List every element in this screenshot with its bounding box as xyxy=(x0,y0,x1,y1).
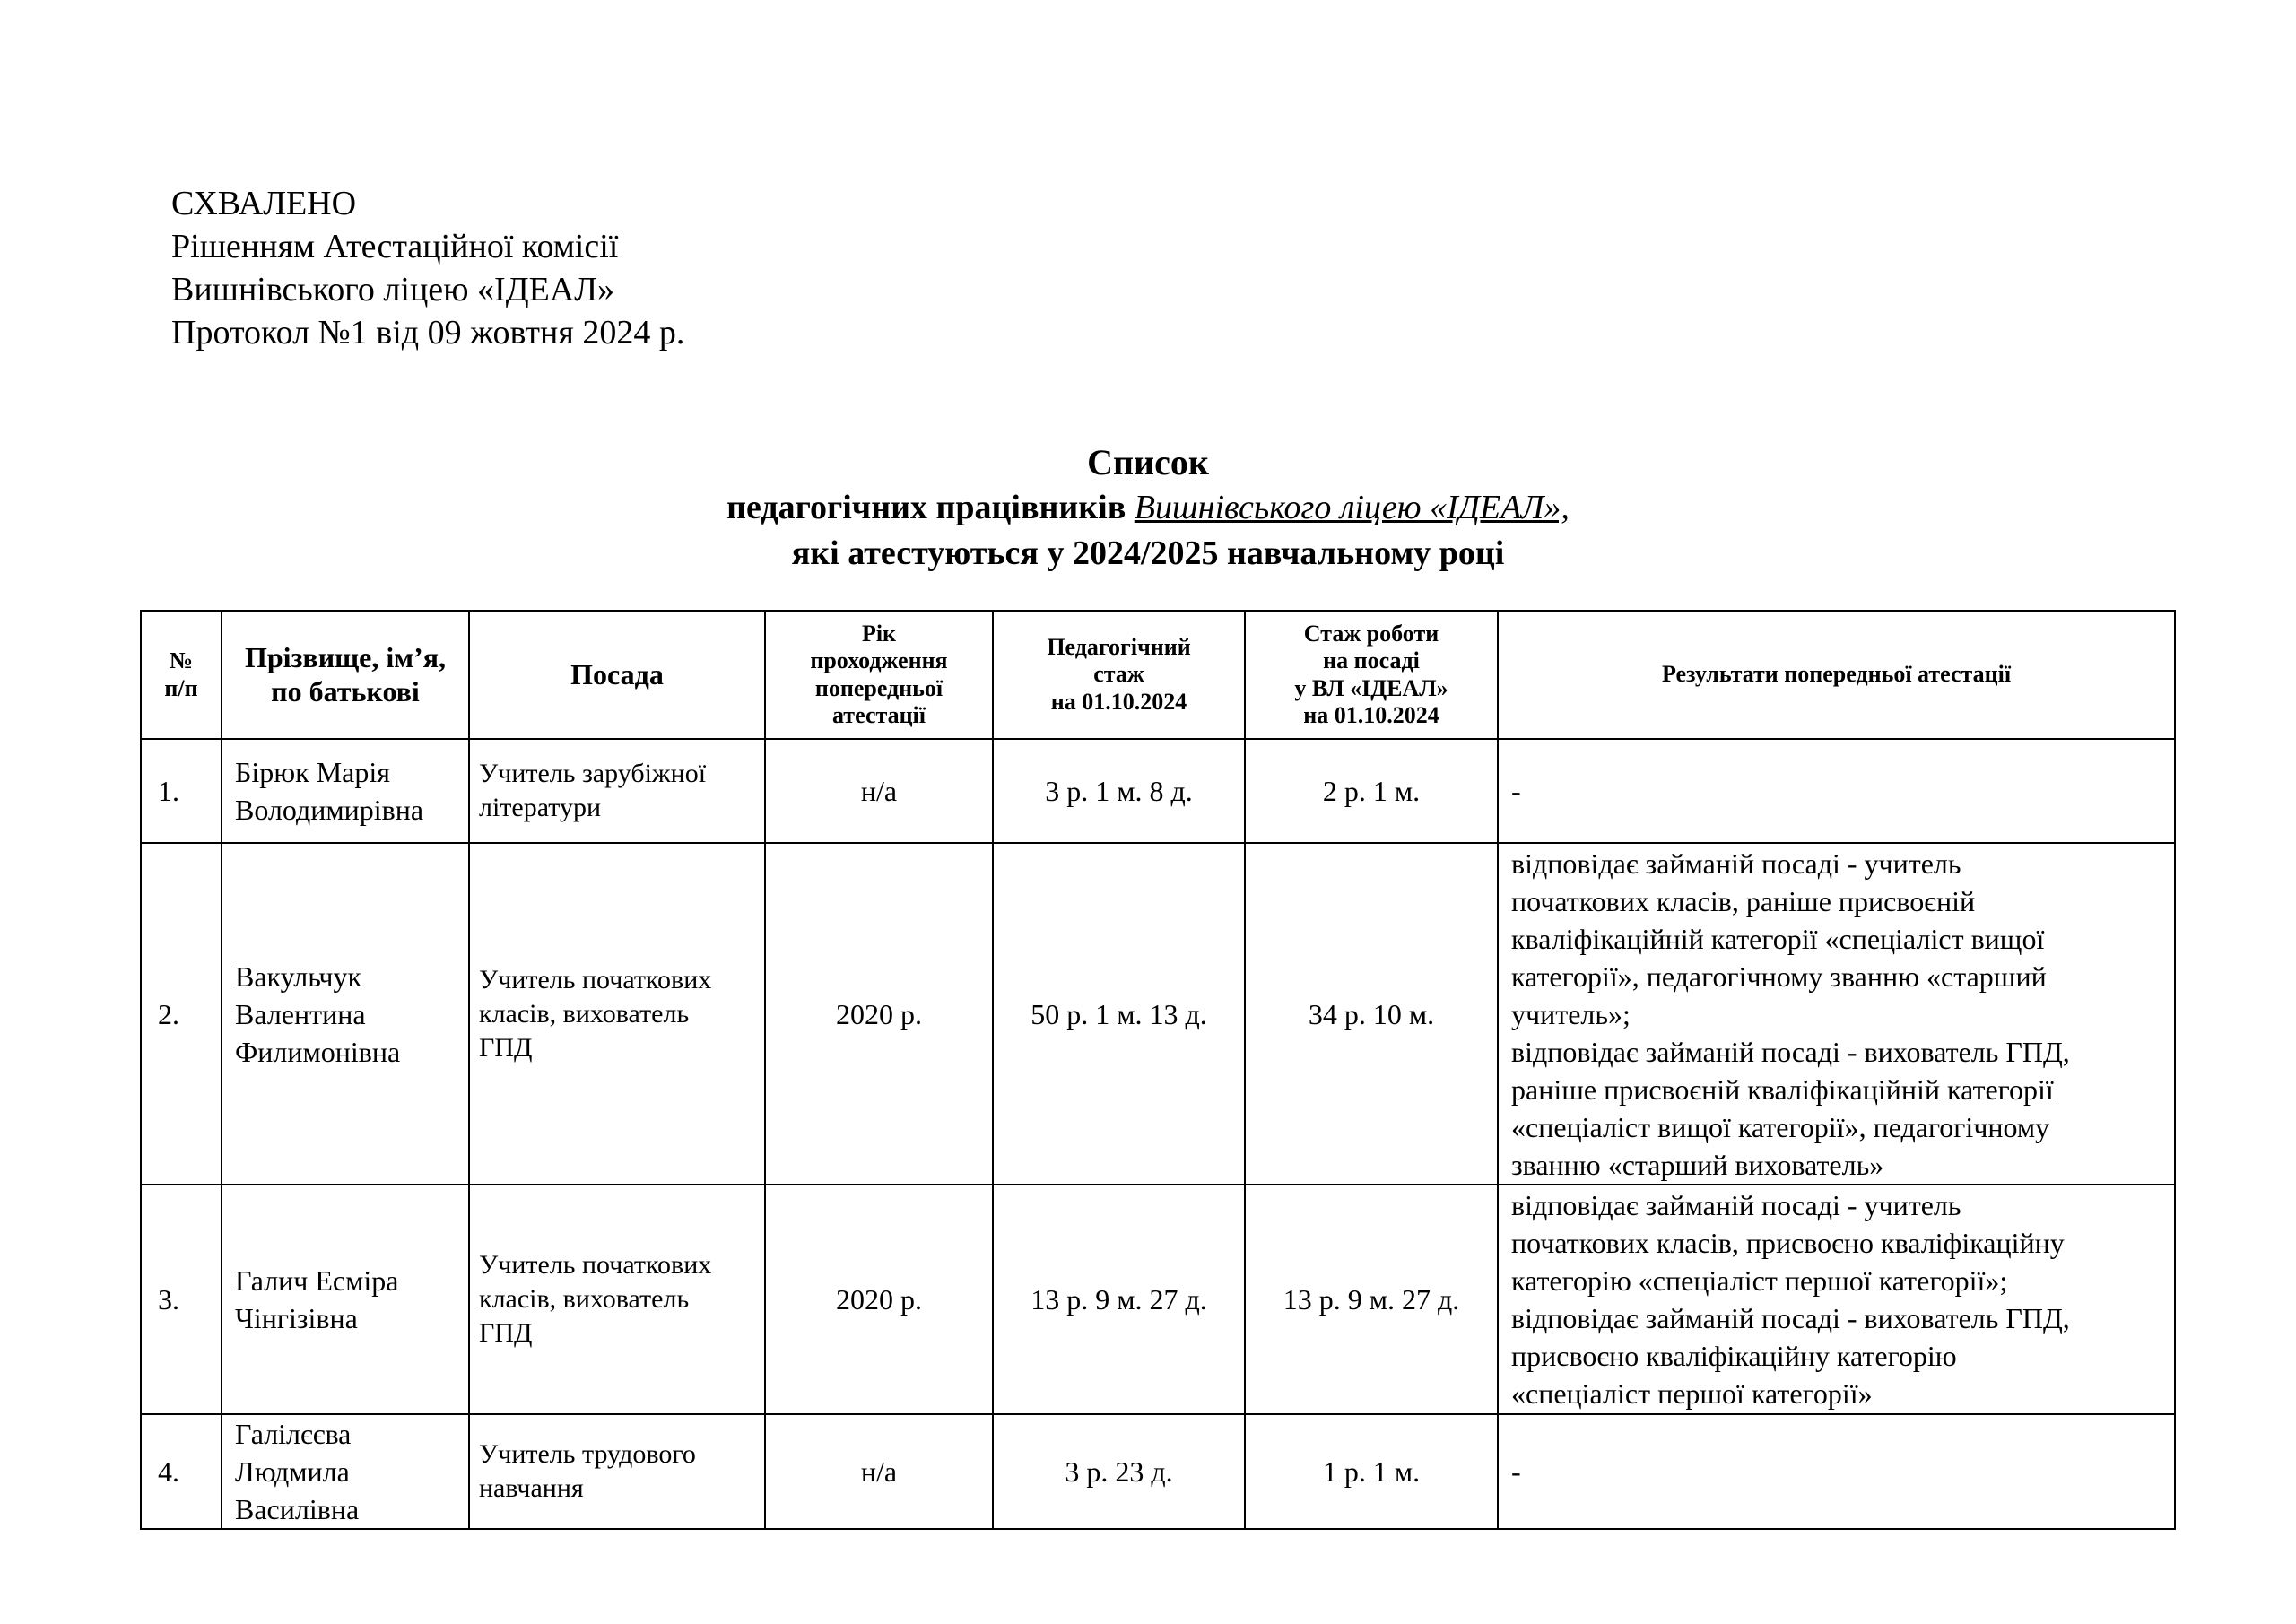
document-title xyxy=(0,439,2296,577)
header-prev-attestation-year xyxy=(765,611,993,739)
row-number: 1. xyxy=(141,739,222,843)
header-work-experience xyxy=(1245,611,1498,739)
row-position-line: класів, вихователь xyxy=(479,998,690,1029)
row-number: 3. xyxy=(141,1185,222,1414)
row-previous-results xyxy=(1498,843,2175,1185)
row-previous-results xyxy=(1498,1414,2175,1529)
table-row xyxy=(141,1414,2175,1529)
row-position-line: літератури xyxy=(479,793,602,822)
row-full-name xyxy=(222,1185,469,1414)
title-period: які атестуються у 2024/2025 навчальному році xyxy=(791,534,1505,572)
table-row xyxy=(141,1185,2175,1414)
row-result-line: категорії», педагогічному званню «старший xyxy=(1511,960,2047,993)
row-work-experience: 34 р. 10 м. xyxy=(1245,843,1498,1185)
approval-school: Вишнівського ліцею «ІДЕАЛ» xyxy=(171,271,615,308)
row-result-line: «спеціаліст вищої категорії», педагогічному xyxy=(1511,1110,2050,1143)
row-result-line: - xyxy=(1511,1455,1521,1488)
row-result-line: «спеціаліст першої категорії» xyxy=(1511,1377,1873,1410)
row-name-line: Володимирівна xyxy=(235,794,424,826)
row-name-line: Василівна xyxy=(235,1493,360,1525)
row-previous-results xyxy=(1498,739,2175,843)
attestation-table xyxy=(140,610,2176,1530)
row-prev-attestation-year: н/а xyxy=(765,739,993,843)
approval-decision: Рішенням Атестаційної комісії xyxy=(171,228,619,265)
row-result-line: учитель»; xyxy=(1511,997,1631,1030)
table-row xyxy=(141,843,2175,1185)
row-position-line: Учитель трудового xyxy=(479,1439,696,1469)
header-position: Посада xyxy=(469,611,765,739)
row-name-line: Людмила xyxy=(235,1455,350,1488)
header-year-line1: Рік xyxy=(861,620,897,647)
row-prev-attestation-year: н/а xyxy=(765,1414,993,1529)
header-work-line1: Стаж роботи xyxy=(1303,620,1439,647)
header-number-line1: № xyxy=(169,647,194,674)
row-pedagogical-experience: 3 р. 1 м. 8 д. xyxy=(993,739,1245,843)
title-lyceum-name: Вишнівського ліцею «ІДЕАЛ», xyxy=(1134,489,1570,526)
row-pedagogical-experience: 50 р. 1 м. 13 д. xyxy=(993,843,1245,1185)
row-result-line: відповідає займаній посаді - вихователь ГПД, xyxy=(1511,1302,2070,1334)
header-number xyxy=(141,611,222,739)
header-number-line2: п/п xyxy=(164,674,198,701)
row-position-line: Учитель початкових xyxy=(479,964,712,994)
row-number: 4. xyxy=(141,1414,222,1529)
row-prev-attestation-year: 2020 р. xyxy=(765,1185,993,1414)
row-pedagogical-experience: 3 р. 23 д. xyxy=(993,1414,1245,1529)
row-position xyxy=(469,1414,765,1529)
row-pedagogical-experience: 13 р. 9 м. 27 д. xyxy=(993,1185,1245,1414)
row-result-line: - xyxy=(1511,775,1521,807)
row-position-line: Учитель зарубіжної xyxy=(479,759,707,788)
row-result-line: відповідає займаній посаді - вихователь ГПД, xyxy=(1511,1035,2070,1068)
row-full-name xyxy=(222,739,469,843)
header-full-name xyxy=(222,611,469,739)
row-previous-results xyxy=(1498,1185,2175,1414)
row-result-line: відповідає займаній посаді - учитель xyxy=(1511,1189,1961,1221)
row-number: 2. xyxy=(141,843,222,1185)
header-ped-line3: на 01.10.2024 xyxy=(1050,688,1187,715)
row-full-name xyxy=(222,843,469,1185)
row-result-line: званню «старший вихователь» xyxy=(1511,1148,1884,1181)
row-position-line: ГПД xyxy=(479,1318,533,1348)
row-result-line: присвоєно кваліфікаційну категорію xyxy=(1511,1340,1957,1372)
row-position xyxy=(469,843,765,1185)
table-row xyxy=(141,739,2175,843)
row-work-experience: 13 р. 9 м. 27 д. xyxy=(1245,1185,1498,1414)
row-result-line: відповідає займаній посаді - учитель xyxy=(1511,847,1961,880)
row-result-line: початкових класів, раніше присвоєній xyxy=(1511,884,1976,917)
row-position-line: навчання xyxy=(479,1473,584,1503)
row-position xyxy=(469,1185,765,1414)
row-position-line: Учитель початкових xyxy=(479,1250,712,1280)
header-work-line2: на посаді xyxy=(1323,647,1420,674)
row-name-line: Филимонівна xyxy=(235,1035,401,1068)
row-result-line: категорію «спеціаліст першої категорії»; xyxy=(1511,1264,2008,1297)
approval-heading: СХВАЛЕНО xyxy=(171,185,357,222)
header-ped-line1: Педагогічний xyxy=(1047,633,1191,660)
header-pedagogical-experience xyxy=(993,611,1245,739)
header-previous-results: Результати попередньої атестації xyxy=(1498,611,2175,739)
row-position-line: класів, вихователь xyxy=(479,1284,690,1314)
header-ped-line2: стаж xyxy=(1093,661,1144,688)
row-name-line: Бірюк Марія xyxy=(235,756,390,788)
row-full-name xyxy=(222,1414,469,1529)
row-result-line: кваліфікаційній категорії «спеціаліст вищої xyxy=(1511,922,2045,955)
row-position-line: ГПД xyxy=(479,1032,533,1063)
row-result-line: раніше присвоєній кваліфікаційній категорії xyxy=(1511,1073,2054,1106)
row-prev-attestation-year: 2020 р. xyxy=(765,843,993,1185)
header-work-line3: у ВЛ «ІДЕАЛ» xyxy=(1294,674,1448,701)
title-list: Список xyxy=(1087,442,1209,482)
title-subject xyxy=(0,485,2296,531)
row-name-line: Галілєєва xyxy=(235,1418,352,1450)
approval-block xyxy=(171,182,684,354)
row-position xyxy=(469,739,765,843)
approval-protocol: Протокол №1 від 09 жовтня 2024 р. xyxy=(171,314,685,352)
header-full-name-line2: по батькові xyxy=(271,674,420,708)
row-work-experience: 2 р. 1 м. xyxy=(1245,739,1498,843)
row-name-line: Галич Есміра xyxy=(235,1264,399,1297)
row-name-line: Чінгізівна xyxy=(235,1302,358,1334)
row-work-experience: 1 р. 1 м. xyxy=(1245,1414,1498,1529)
header-year-line4: атестації xyxy=(831,701,926,728)
header-work-line4: на 01.10.2024 xyxy=(1303,701,1439,728)
header-year-line3: попередньої xyxy=(814,674,944,701)
row-result-line: початкових класів, присвоєно кваліфікаційну xyxy=(1511,1227,2065,1259)
row-name-line: Валентина xyxy=(235,997,366,1030)
title-subject-prefix: педагогічних працівників xyxy=(726,489,1126,526)
header-full-name-line1: Прізвище, ім’я, xyxy=(244,641,447,674)
table-header-row xyxy=(141,611,2175,739)
header-year-line2: проходження xyxy=(810,647,948,674)
row-name-line: Вакульчук xyxy=(235,960,361,993)
